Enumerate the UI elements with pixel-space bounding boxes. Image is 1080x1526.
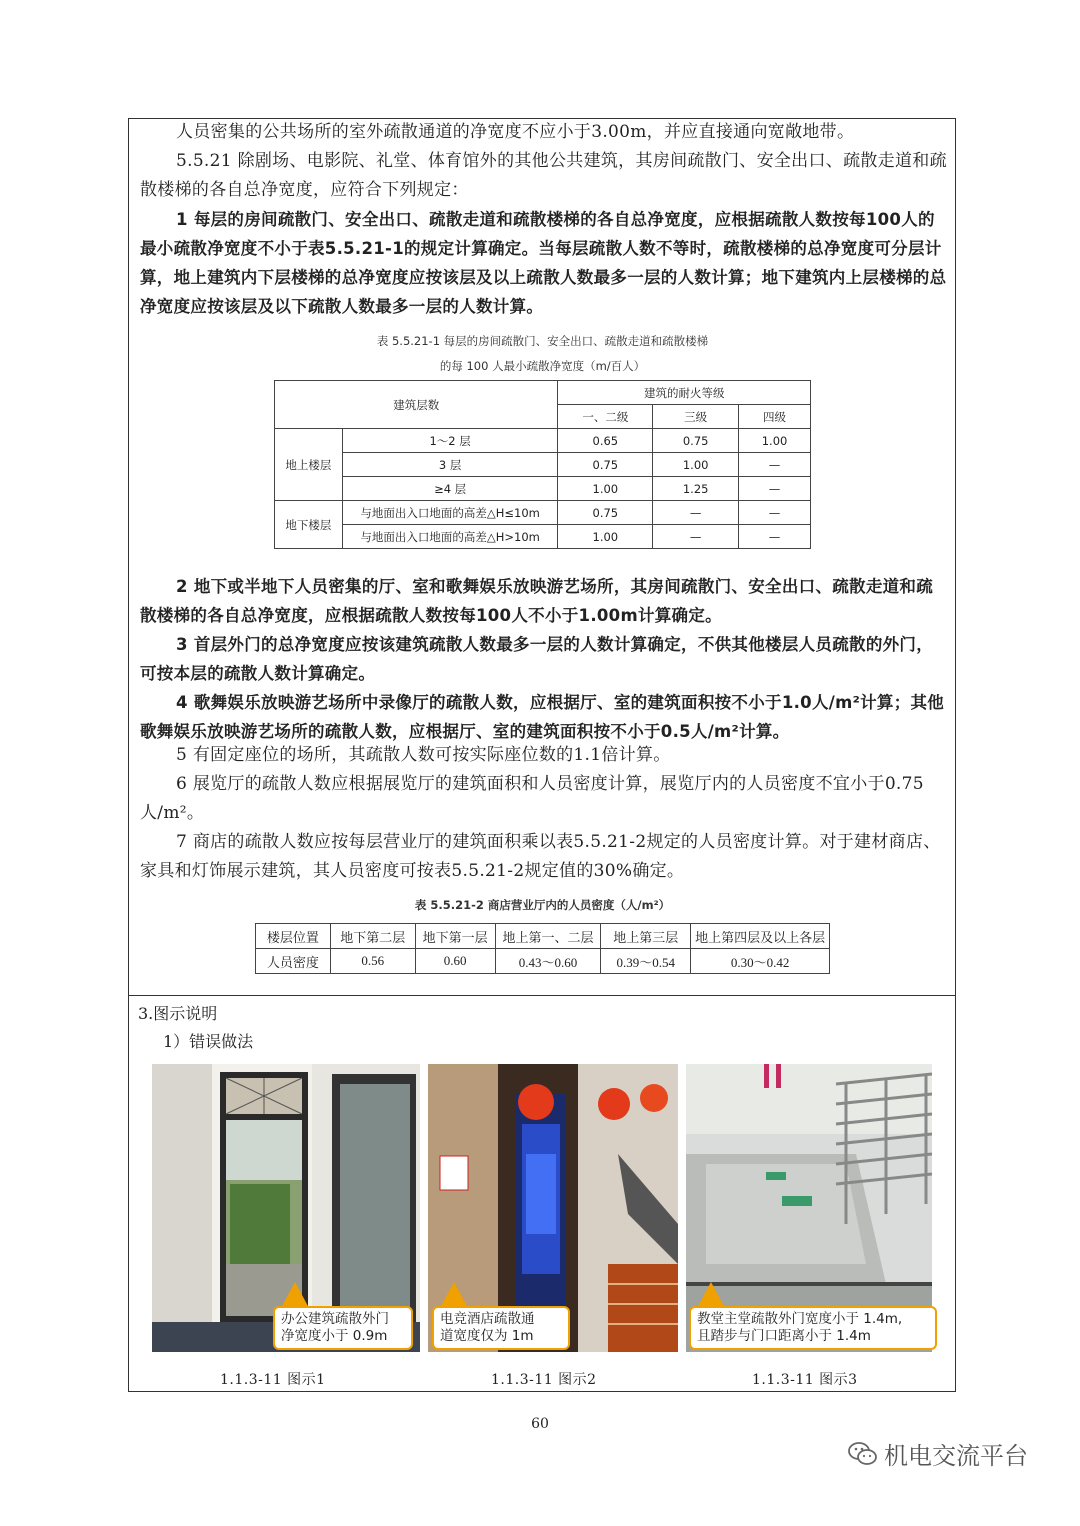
paragraph-7: 5 有固定座位的场所，其疏散人数可按实际座位数的1.1倍计算。 bbox=[176, 745, 671, 765]
section-divider bbox=[128, 995, 956, 996]
table-cell: 1.25 bbox=[653, 477, 739, 501]
paragraph-9: 7 商店的疏散人数应按每层营业厅的建筑面积乘以表5.5.21-2规定的人员密度计算。对于建材商店、家具和灯饰展示建筑，其人员密度可按表5.5.21-2规定值的30%确定。 bbox=[140, 832, 941, 881]
table-cell: — bbox=[739, 525, 811, 549]
watermark bbox=[848, 1436, 1028, 1471]
paragraph-6: 4 歌舞娱乐放映游艺场所中录像厅的疏散人数，应根据厅、室的建筑面积按不小于1.0人/m²计算；其他歌舞娱乐放映游艺场所的疏散人数，应根据厅、室的建筑面积按不小于0.5人/m²计算。 bbox=[140, 693, 945, 741]
table-cell: 1.00 bbox=[739, 429, 811, 453]
table-row bbox=[256, 924, 830, 949]
table-row bbox=[275, 525, 811, 549]
table-row bbox=[275, 453, 811, 477]
table-cell: 地上第一、二层 bbox=[495, 924, 601, 949]
table-row bbox=[275, 501, 811, 525]
table-cell: — bbox=[739, 453, 811, 477]
table1-header-fire: 建筑的耐火等级 bbox=[558, 381, 811, 405]
table-evac-width bbox=[274, 380, 811, 549]
paragraph-3: 1 每层的房间疏散门、安全出口、疏散走道和疏散楼梯的各自总净宽度，应根据疏散人数按每100人的最小疏散净宽度不小于表5.5.21-1的规定计算确定。当每层疏散人数不等时，疏散楼梯的总净宽度可分层计算，地上建筑内下层楼梯的总净宽度应按该层及以上疏散人数最多一层的人数计算；地下建筑内上层楼梯的总净宽度应按该层及以下疏散人数最多一层的人数计算。 bbox=[140, 210, 947, 316]
figure-3-caption: 1.1.3-11 图示3 bbox=[752, 1372, 858, 1388]
callout-figure-3 bbox=[689, 1306, 937, 1350]
callout-text: 电竞酒店疏散通 bbox=[440, 1311, 535, 1327]
table-cell: — bbox=[653, 501, 739, 525]
table-cell: 0.43～0.60 bbox=[495, 949, 601, 974]
table-cell: 地上第四层及以上各层 bbox=[691, 924, 830, 949]
table-cell: 0.75 bbox=[653, 429, 739, 453]
table1-header-grade3: 三级 bbox=[653, 405, 739, 429]
table-cell: 0.65 bbox=[558, 429, 653, 453]
table-cell: — bbox=[739, 501, 811, 525]
paragraph-2: 5.5.21 除剧场、电影院、礼堂、体育馆外的其他公共建筑，其房间疏散门、安全出口、疏散走道和疏散楼梯的各自总净宽度，应符合下列规定： bbox=[140, 151, 947, 200]
table-row bbox=[275, 477, 811, 501]
table-cell: 地上第三层 bbox=[601, 924, 691, 949]
wechat-icon bbox=[848, 1441, 878, 1467]
table1-group-below: 地下楼层 bbox=[275, 501, 343, 549]
table-cell: 0.30～0.42 bbox=[691, 949, 830, 974]
table-cell: 1.00 bbox=[653, 453, 739, 477]
table1-header-grade12: 一、二级 bbox=[558, 405, 653, 429]
table-cell: 0.60 bbox=[415, 949, 495, 974]
table-cell: 与地面出入口地面的高差△H≤10m bbox=[342, 501, 558, 525]
callout-text: 净宽度小于 0.9m bbox=[281, 1328, 388, 1344]
page-number: 60 bbox=[531, 1416, 549, 1432]
watermark-text: 机电交流平台 bbox=[884, 1442, 1028, 1470]
table-store-density bbox=[255, 923, 830, 974]
table-cell: 0.75 bbox=[558, 501, 653, 525]
paragraph-4: 2 地下或半地下人员密集的厅、室和歌舞娱乐放映游艺场所，其房间疏散门、安全出口、疏散走道和疏散楼梯的各自总净宽度，应根据疏散人数按每100人不小于1.00m计算确定。 bbox=[140, 577, 934, 625]
table1-header-floor: 建筑层数 bbox=[275, 381, 558, 429]
table-cell: — bbox=[739, 477, 811, 501]
table1-caption-2: 的每 100 人最小疏散净宽度（m/百人） bbox=[439, 359, 646, 373]
table-cell: 人员密度 bbox=[256, 949, 331, 974]
table-cell: 与地面出入口地面的高差△H>10m bbox=[342, 525, 558, 549]
table2-caption: 表 5.5.21-2 商店营业厅内的人员密度（人/m²） bbox=[414, 898, 671, 912]
callout-figure-1 bbox=[273, 1306, 413, 1350]
table-cell: 楼层位置 bbox=[256, 924, 331, 949]
table-cell: 0.75 bbox=[558, 453, 653, 477]
table-cell: — bbox=[653, 525, 739, 549]
callout-text: 办公建筑疏散外门 bbox=[281, 1311, 389, 1327]
table-cell: 1～2 层 bbox=[342, 429, 558, 453]
table-cell: 地下第一层 bbox=[415, 924, 495, 949]
table-cell: 0.56 bbox=[330, 949, 415, 974]
table-row bbox=[256, 949, 830, 974]
callout-text: 道宽度仅为 1m bbox=[440, 1328, 534, 1344]
section-subtitle: 1）错误做法 bbox=[163, 1032, 254, 1051]
table-row bbox=[275, 429, 811, 453]
table-cell: ≥4 层 bbox=[342, 477, 558, 501]
callout-text: 教堂主堂疏散外门宽度小于 1.4m, bbox=[697, 1311, 903, 1327]
table1-group-above: 地上楼层 bbox=[275, 429, 343, 501]
table1-caption-1: 表 5.5.21-1 每层的房间疏散门、安全出口、疏散走道和疏散楼梯 bbox=[376, 334, 709, 348]
paragraph-8: 6 展览厅的疏散人数应根据展览厅的建筑面积和人员密度计算，展览厅内的人员密度不宜小于0.75人/m²。 bbox=[140, 774, 924, 823]
callout-text: 且踏步与门口距离小于 1.4m bbox=[697, 1328, 871, 1344]
table-cell: 1.00 bbox=[558, 525, 653, 549]
callout-figure-2 bbox=[432, 1306, 570, 1350]
paragraph-1: 人员密集的公共场所的室外疏散通道的净宽度不应小于3.00m，并应直接通向宽敞地带。 bbox=[176, 122, 855, 142]
section-title: 3.图示说明 bbox=[138, 1004, 218, 1023]
paragraph-5: 3 首层外门的总净宽度应按该建筑疏散人数最多一层的人数计算确定，不供其他楼层人员疏散的外门，可按本层的疏散人数计算确定。 bbox=[140, 635, 934, 683]
figure-2-caption: 1.1.3-11 图示2 bbox=[491, 1372, 597, 1388]
table-cell: 3 层 bbox=[342, 453, 558, 477]
table-cell: 0.39～0.54 bbox=[601, 949, 691, 974]
table-cell: 1.00 bbox=[558, 477, 653, 501]
table-cell: 地下第二层 bbox=[330, 924, 415, 949]
figure-1-caption: 1.1.3-11 图示1 bbox=[220, 1372, 326, 1388]
table1-header-grade4: 四级 bbox=[739, 405, 811, 429]
